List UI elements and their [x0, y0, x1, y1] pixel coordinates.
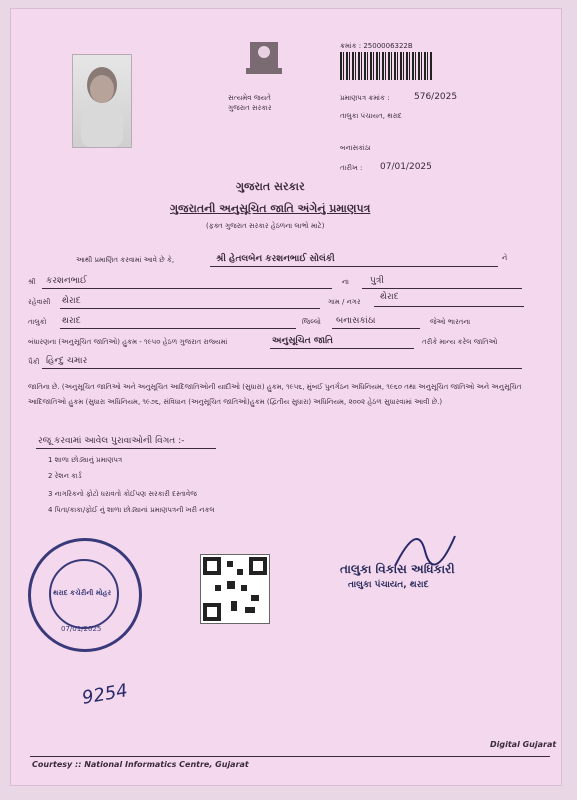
footer-divider: [30, 756, 550, 757]
issuing-office: તાલુકા પંચાયત, થરાદ: [340, 112, 402, 120]
date-label: તારીખ :: [340, 164, 363, 172]
suffix-ne: ને: [502, 254, 508, 262]
documents-heading: રજૂ કરવામાં આવેલ પુરાવાઓની વિગત :-: [38, 436, 185, 446]
government-title: ગુજરાત સરકાર: [236, 180, 305, 193]
caste-value: હિન્દુ ચમાર: [46, 356, 88, 366]
seal-date: 07/01/2025: [61, 625, 102, 633]
signature: [390, 526, 460, 576]
relation-label: ના: [342, 278, 349, 286]
barcode: [340, 52, 432, 80]
state-emblem-icon: [240, 34, 288, 92]
district-label: જિલ્લો: [302, 318, 321, 326]
document-item: 1 શાળા છોડ્યાનું પ્રમાણપત્ર: [48, 456, 123, 464]
father-name: કરશનભાઈ: [46, 276, 88, 286]
legal-paragraph: જાતિના છે. (અનુસૂચિત જાતિઓ અને અનુસૂચિત આદિજાતિઓની યાદીઓ (સુધારા) હુકમ, ૧૯૫૬, મુંબઈ પુનર્ગઠન અધિનિયમ, ૧૯૬૦ તથા અનુસૂચિત જાતિઓ અને અનુસૂચિત આદિજાતિઓ હુકમ (સુધારા અધિનિયમ, ૧૯૭૬, સંવિધાન (અનુસૂચિત જાતિઓ)હુકમ (દ્વિતીય સુધારા) અધિનિયમ, ૨૦૦૨ હેઠળ સુધારવામાં આવી છે.): [28, 383, 522, 406]
taluka-label: તાલુકો: [28, 318, 47, 326]
certificate-subtitle: (ફક્ત ગુજરાત સરકાર હેઠળના લાભો માટે): [206, 222, 325, 230]
taluka-value: થરાદ: [62, 316, 81, 326]
residence-label: રહેવાસી: [28, 298, 51, 306]
village-label: ગામ / નગર: [328, 298, 361, 306]
qr-code: [200, 554, 270, 624]
caste-line-suffix: તરીકે માન્ય કરેલ જાતિઓ: [422, 338, 498, 346]
applicant-name: શ્રી હેતલબેન કરશનભાઈ સોલંકી: [216, 254, 335, 264]
certificate-title: ગુજરાતની અનુસૂચિત જાતિ અંગેનું પ્રમાણપત્ર: [170, 202, 371, 215]
intro-text: આથી પ્રમાણિત કરવામાં આવે છે કે,: [76, 256, 175, 264]
seal-text: થરાદ કચેરીની મોહર: [53, 589, 112, 597]
emblem-caption-1: સત્યમેવ જયતે: [228, 94, 271, 102]
village-value: થેરાદ: [380, 292, 399, 302]
issue-date: 07/01/2025: [380, 162, 432, 172]
certificate-number-label: પ્રમાણપત્ર ક્રમાંક :: [340, 94, 390, 102]
handwritten-number: 9254: [80, 680, 130, 709]
issuing-district: બનાસકાંઠા: [340, 144, 371, 152]
document-item: 2 રેશન કાર્ડ: [48, 472, 82, 480]
official-seal: [28, 538, 142, 652]
caste-category: અનુસૂચિત જાતિ: [272, 336, 333, 346]
signatory-title: તાલુકા વિકાસ અધિકારી: [340, 562, 455, 576]
emblem-caption-2: ગુજરાત સરકાર: [228, 104, 272, 112]
applicant-photo: [72, 54, 132, 148]
certificate-number: 576/2025: [414, 92, 458, 102]
document-item: 4 પિતા/કાકા/ફોઈ નું શાળા છોડ્યાનાં પ્રમાણપત્રની ખરી નકલ: [48, 506, 215, 514]
signatory-office: તાલુકા પંચાયત, થરાદ: [348, 580, 429, 590]
caste-line-prefix: બંધારણના (અનુસૂચિત જાતિઓ) હુકમ - ૧૯૫૦ હેઠળ ગુજરાત રાજ્યમાં: [28, 338, 228, 346]
certificate-page: [10, 8, 562, 786]
footer-brand: Digital Gujarat: [490, 740, 557, 749]
residence-value: થેરાદ: [62, 296, 81, 306]
document-item: 3 નાગરિકનો ફોટો ધરાવતો કોઈપણ સરકારી દસ્તાવેજ: [48, 490, 197, 498]
footer-courtesy: Courtesy :: National Informatics Centre, Gujarat: [32, 760, 249, 769]
serial-number: ક્રમાંક : 2500006322B: [340, 42, 413, 50]
relation-value: પુત્રી: [370, 276, 384, 286]
state-label: જેઓ ભારતના: [430, 318, 471, 326]
father-label: શ્રી: [28, 278, 36, 286]
caste-label: પૈકી: [28, 358, 40, 366]
district-value: બનાસકાંઠા: [336, 316, 376, 326]
